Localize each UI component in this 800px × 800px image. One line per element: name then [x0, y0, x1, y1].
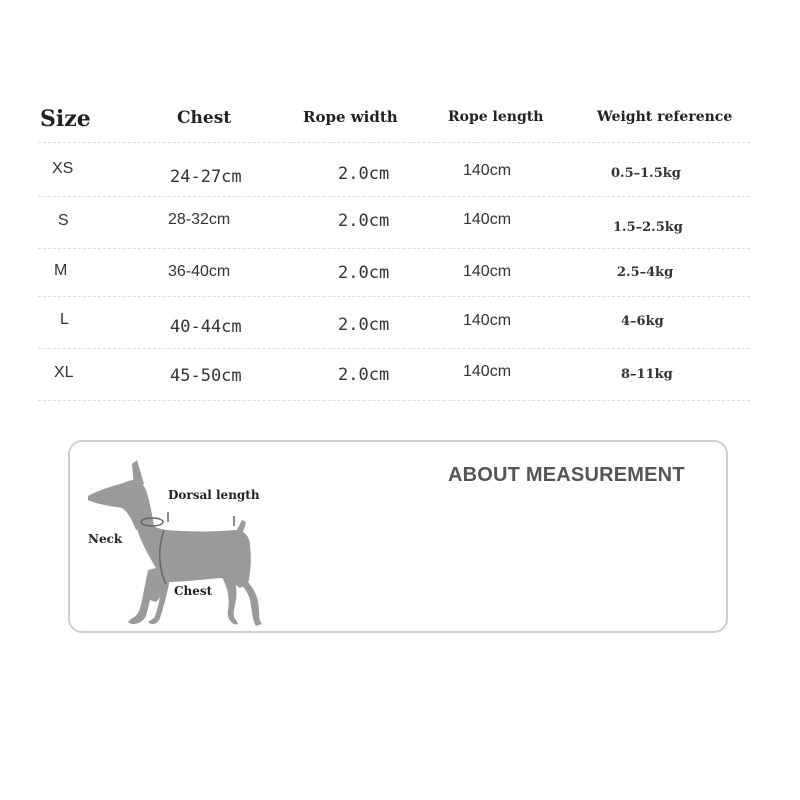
table-row — [38, 352, 750, 402]
neck-label: Neck — [88, 532, 123, 546]
chest-label: Chest — [174, 584, 213, 598]
dorsal-length-label: Dorsal length — [168, 488, 260, 502]
cell-chest: 24-27cm — [170, 167, 242, 187]
table-row — [38, 200, 750, 250]
header-weight-reference: Weight reference — [597, 109, 733, 125]
measurement-panel — [68, 440, 728, 633]
table-divider — [38, 196, 750, 197]
cell-weight: 1.5–2.5kg — [613, 220, 683, 235]
header-rope-length: Rope length — [448, 109, 544, 125]
table-row — [38, 252, 750, 302]
table-divider — [38, 296, 750, 297]
cell-size: XL — [54, 364, 74, 381]
cell-rope-width: 2.0cm — [338, 315, 390, 335]
cell-weight: 8–11kg — [621, 367, 673, 382]
cell-rope-width: 2.0cm — [338, 211, 390, 231]
cell-rope-length: 140cm — [463, 312, 512, 329]
cell-chest: 40-44cm — [170, 317, 242, 337]
table-row — [38, 148, 750, 198]
cell-weight: 4–6kg — [621, 314, 664, 329]
cell-chest: 36-40cm — [168, 263, 231, 280]
table-header — [38, 100, 750, 142]
table-divider — [38, 400, 750, 401]
header-size: Size — [40, 106, 91, 132]
cell-size: M — [54, 262, 68, 279]
table-divider — [38, 248, 750, 249]
cell-chest: 28-32cm — [168, 211, 231, 228]
table-divider — [38, 348, 750, 349]
table-divider — [38, 142, 750, 143]
cell-chest: 45-50cm — [170, 366, 242, 386]
cell-size: L — [60, 311, 69, 328]
cell-rope-width: 2.0cm — [338, 164, 390, 184]
cell-weight: 2.5–4kg — [617, 265, 674, 280]
cell-size: S — [58, 212, 69, 229]
cell-rope-length: 140cm — [463, 263, 512, 280]
cell-rope-length: 140cm — [463, 211, 512, 228]
about-measurement-title: ABOUT MEASUREMENT — [448, 464, 685, 486]
cell-rope-width: 2.0cm — [338, 365, 390, 385]
cell-rope-length: 140cm — [463, 363, 512, 380]
table-row — [38, 300, 750, 350]
cell-size: XS — [52, 160, 74, 177]
header-chest: Chest — [177, 108, 232, 128]
cell-rope-length: 140cm — [463, 162, 512, 179]
cell-rope-width: 2.0cm — [338, 263, 390, 283]
cell-weight: 0.5–1.5kg — [611, 166, 681, 181]
header-rope-width: Rope width — [303, 108, 398, 126]
